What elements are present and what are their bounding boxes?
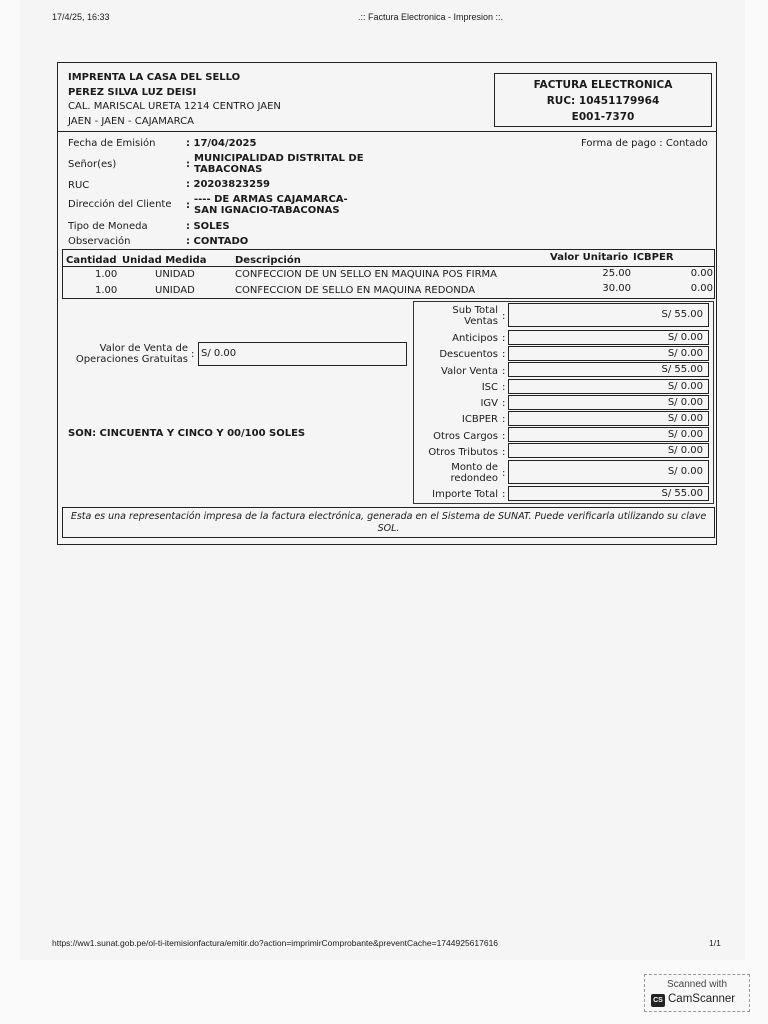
valor-venta-label: Valor Venta (441, 366, 498, 377)
row-icbper: 0.00 (690, 283, 713, 294)
direccion-value-2: SAN IGNACIO-TABACONAS (194, 205, 340, 216)
isc-label: ISC (481, 382, 498, 393)
document-type: FACTURA ELECTRONICA (533, 79, 673, 91)
print-datetime: 17/4/25, 16:33 (52, 12, 110, 22)
row-cantidad: 1.00 (95, 285, 118, 296)
colon: : (502, 382, 506, 393)
gratuitas-value: S/ 0.00 (198, 342, 407, 366)
col-icbper: ICBPER (633, 252, 674, 263)
ruc-label: RUC (68, 180, 90, 191)
anticipos-value: S/ 0.00 (508, 330, 709, 345)
observacion-label: Observación (68, 236, 131, 247)
items-header-divider (62, 266, 715, 267)
gratuitas-label (60, 343, 188, 365)
importe-total-label: Importe Total (432, 489, 498, 500)
gratuitas-colon: : (191, 349, 195, 360)
amount-in-words: SON: CINCUENTA Y CINCO Y 00/100 SOLES (68, 428, 306, 439)
col-unidad: Unidad Medida (122, 255, 207, 266)
issuer-block (68, 71, 281, 129)
col-valor-unitario: Valor Unitario (550, 252, 629, 263)
colon: : (502, 431, 506, 442)
camscanner-watermark (644, 974, 750, 1012)
col-cantidad: Cantidad (66, 255, 117, 266)
fecha-label: Fecha de Emisión (68, 138, 156, 149)
row-valor-unitario: 30.00 (602, 283, 631, 294)
camscanner-logo-icon: CS (651, 994, 665, 1007)
senor-value-1: MUNICIPALIDAD DISTRITAL DE (194, 153, 364, 164)
senor-colon: : (186, 159, 190, 170)
direccion-colon: : (186, 200, 190, 211)
otros-cargos-label: Otros Cargos (433, 431, 498, 442)
descuentos-value: S/ 0.00 (508, 346, 709, 361)
row-descripcion: CONFECCION DE UN SELLO EN MAQUINA POS FIRMA (235, 269, 497, 280)
redondeo-label-2: redondeo (450, 473, 498, 484)
forma-pago: Forma de pago : Contado (581, 138, 708, 149)
senor-value-2: TABACONAS (194, 164, 263, 175)
row-valor-unitario: 25.00 (602, 268, 631, 279)
ruc-value: : 20203823259 (186, 179, 271, 190)
isc-value: S/ 0.00 (508, 379, 709, 394)
moneda-value: : SOLES (186, 221, 230, 232)
subtotal-value: S/ 55.00 (508, 303, 709, 327)
otros-tributos-label: Otros Tributos (428, 447, 498, 458)
issuer-address: CAL. MARISCAL URETA 1214 CENTRO JAEN (68, 101, 281, 112)
row-unidad: UNIDAD (155, 269, 195, 280)
issuer-location: JAEN - JAEN - CAJAMARCA (68, 115, 194, 127)
redondeo-value: S/ 0.00 (508, 460, 709, 484)
row-icbper: 0.00 (690, 268, 713, 279)
row-unidad: UNIDAD (155, 285, 195, 296)
gratuitas-label-1: Valor de Venta de (99, 343, 188, 354)
scanned-with-text: Scanned with (666, 979, 728, 990)
document-ruc: RUC: 10451179964 (546, 95, 660, 107)
observacion-value: : CONTADO (186, 236, 249, 247)
moneda-label: Tipo de Moneda (68, 221, 148, 232)
divider (57, 131, 717, 132)
importe-total-value: S/ 55.00 (508, 486, 709, 501)
colon: : (502, 349, 506, 360)
issuer-company: IMPRENTA LA CASA DEL SELLO (68, 72, 241, 83)
colon: : (502, 311, 506, 322)
igv-value: S/ 0.00 (508, 395, 709, 410)
otros-tributos-value: S/ 0.00 (508, 443, 709, 458)
colon: : (502, 333, 506, 344)
document-number: E001-7370 (571, 111, 635, 123)
descuentos-label: Descuentos (439, 349, 498, 360)
direccion-value-1: ---- DE ARMAS CAJAMARCA- (194, 194, 348, 205)
colon: : (502, 447, 506, 458)
document-id-box (494, 73, 712, 127)
print-title: .:: Factura Electronica - Impresion ::. (358, 12, 504, 22)
icbper-value: S/ 0.00 (508, 411, 709, 426)
colon: : (502, 489, 506, 500)
issuer-owner: PEREZ SILVA LUZ DEISI (68, 86, 197, 98)
valor-venta-value: S/ 55.00 (508, 362, 709, 377)
colon: : (502, 414, 506, 425)
colon: : (502, 398, 506, 409)
colon: : (502, 468, 506, 479)
row-descripcion: CONFECCION DE SELLO EN MAQUINA REDONDA (235, 285, 476, 296)
direccion-label: Dirección del Cliente (68, 199, 172, 210)
print-url: https://ww1.sunat.gob.pe/ol-ti-itemisionfactura/emitir.do?action=imprimirComprobante&preventCache=1744925617616 (52, 938, 499, 948)
camscanner-name: CamScanner (668, 993, 736, 1005)
subtotal-label-2: Ventas (464, 316, 498, 327)
fecha-value: : 17/04/2025 (186, 138, 257, 149)
subtotal-label-1: Sub Total (452, 305, 498, 316)
anticipos-label: Anticipos (452, 333, 498, 344)
gratuitas-label-2: Operaciones Gratuitas (75, 354, 188, 365)
page-number: 1/1 (709, 938, 721, 948)
col-descripcion: Descripción (235, 255, 301, 266)
redondeo-label-1: Monto de (451, 462, 498, 473)
sunat-note: Esta es una representación impresa de la factura electrónica, generada en el Sistema de SUNAT. Puede verificarla utilizando su clave SOL. (62, 507, 715, 538)
senor-label: Señor(es) (68, 159, 117, 170)
colon: : (502, 366, 506, 377)
igv-label: IGV (480, 398, 498, 409)
otros-cargos-value: S/ 0.00 (508, 427, 709, 442)
row-cantidad: 1.00 (95, 269, 118, 280)
icbper-label: ICBPER (461, 414, 498, 425)
